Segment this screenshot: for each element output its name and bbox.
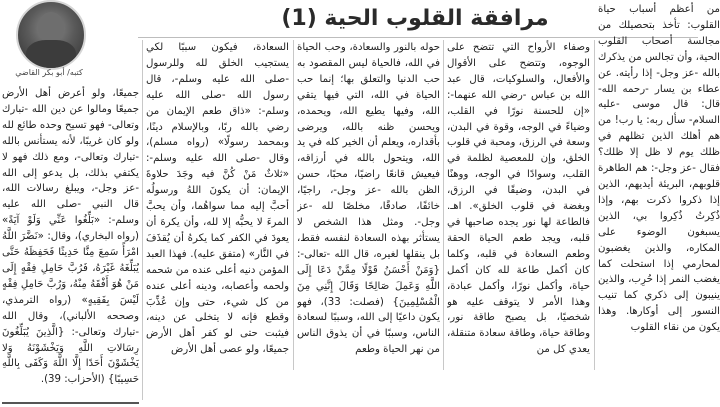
column-divider (443, 40, 444, 370)
article-end-rule (2, 402, 139, 404)
column-1 (598, 2, 720, 407)
column-3 (297, 40, 440, 370)
column-divider (142, 40, 143, 400)
column-1-text: من أعظم أسباب حياة القلوب: تأخذ بتحصيلك من مجالسة أصحاب القلوب الحية، وأن تجالس من يذكرك بالله -عز وجل- إذا رأيته. عن عطاء بن يسار -رحمه الله- قال: قال موسى -عليه السلام- سأل ربه: يا رب! من هم أهلك الذين تظلهم في ظلك يوم لا ظل إلا ظلك؟ فقال -عز وجل-: هم الطاهرة قلوبهم، البريئة أيديهم، الذين إذا ذكروا ذكرت بهم، وإذا ذُكِرتُ ذُكِروا بي، الذين يسبغون الوضوء على المكاره، والذين يغضبون لمحارمي إذا استحلت كما يغضب النمر إذا حُرِب، والذين ينيبون إلى ذكري كما تنيب النسور إلى أوكارها. وهذا يكون من نقاء القلوب (598, 4, 720, 334)
author-photo-body (26, 40, 76, 70)
column-4 (146, 40, 289, 370)
author-block (4, 0, 94, 82)
column-5 (2, 86, 139, 406)
article-headline: مرافقة القلوب الحية (1) (281, 6, 549, 31)
author-byline: كتبه/ أبو بكر القاضي (15, 68, 83, 77)
author-photo (16, 0, 86, 70)
column-divider (293, 40, 294, 370)
column-2 (447, 40, 590, 370)
column-5-text: جميعًا، ولو أعرض أهل الأرض جميعًا ومالوا عن دين الله -تبارك وتعالى- فهو تسيح وحده طائع لله ولو كان غريبًا، لأنه يستأنس بالله -تبارك وتعالى-، ومع ذلك فهو لا يكتفي بذلك، بل يدعو إلى الله -عز وجل-، ويبلغ رسالات الله، قال النبي -صلى الله عليه وسلم-: «بَلِّغُوا عَنِّي وَلَوْ آيَةً» (رواه البخاري)، وقال: «نَضَّرَ اللَّهُ امْرَأً سَمِعَ مِنَّا حَدِيثًا فَحَفِظَهُ حَتَّى يُبَلِّغَهُ غَيْرَهُ، فَرُبَّ حَامِلِ فِقْهٍ إِلَى مَنْ هُوَ أَفْقَهُ مِنْهُ، وَرُبَّ حَامِلِ فِقْهٍ لَيْسَ بِفَقِيهٍ» (رواه الترمذي، وصححه الألباني)، وقال الله -تبارك وتعالى-: {الَّذِينَ يُبَلِّغُونَ رِسَالاتِ اللَّهِ وَيَخْشَوْنَهُ وَلا يَخْشَوْنَ أَحَدًا إِلَّا اللَّهَ وَكَفَى بِاللَّهِ حَسِيبًا} (الأحزاب: 39). (2, 88, 139, 386)
column-4-text: السعادة، فيكون سببًا لكي يستجيب الخلق لله وللرسول -صلى الله عليه وسلم-، قال رسول الله -صلى الله عليه وسلم-: «ذاق طعم الإيمان من رضي بالله ربًا، وبالإسلام دينًا، وبمحمد رسولًا» (رواه مسلم)، وقال -صلى الله عليه وسلم-: «ثلاثٌ مَنْ كُنَّ فيه وجَدَ حلاوةَ الإيمان: أن يكونَ اللهُ ورسولُه أحبَّ إليه مما سواهُما، وأن يحبَّ المرءَ لا يحبُّه إلا لله، وأن يكرهَ أن يعودَ في الكفر كما يكرهُ أن يُقذَفَ في النَّار» (متفق عليه). فهذا العبد المؤمن دنيه أعلى عنده من شحمه ولحمه وأعصابه، ودينه أعلى عنده من كل شيء، حتى وإن عُذِّبَ وقطع فإنه لا يتخلى عن دينه، فيثبت حتى لو كفر أهل الأرض جميعًا، ولو عصى أهل الأرض (146, 42, 289, 356)
column-2-text: وصفاء الأرواح التي تتضح على الوجوه، وتتضح على الأقوال والأفعال، والسلوكيات، قال عبد الله بن عباس -رضي الله عنهما-: «إن للحسنة نورًا في القلب، وضياءً في الوجه، وقوة في البدن، وسعة في الرزق، ومحبة في قلوب الخلق، وإن للمعصية لظلمة في القلب، وسوادًا في الوجه، ووهنًا في البدن، وضيقًا في الرزق، وبغضة في قلوب الخلق». اهـ. فالطاعة لها نور يجده صاحبها في قلبه، ويجد طعم الحياة الحقة وطعم السعادة في قلبه، وكلما كان أكمل طاعة لله كان أكمل حياة، وأكمل نورًا، وأكمل عبادة، وهذا الأمر لا يتوقف عليه هو شخصيًا، بل يصبح طاقة نور، وطاقة حياة، وطاقة سعادة متنقلة، يعدي كل من (447, 42, 590, 356)
column-divider (594, 40, 595, 370)
column-3-text: حوله بالنور والسعادة، وحب الحياة في الله، فالحياة ليس المقصود به حب الدنيا والتعلق بها؛ إنما حب الحياة في الله، التي فيها يتقي الله، وفيها يطيع الله، ويحمده، ويحسن ظنه بالله، ويرضى بأقداره، ويعلم أن الخير كله في يد الله، ويتحول بالله في أرزاقه، فيعيش قانعًا راضيًا، محبًا، حسن الظن بالله -عز وجل-، راجيًا، خائفًا، صادقًا، مخلصًا لله -عز وجل-. ومثل هذا الشخص لا يستأثر بهذه السعادة لنفسه فقط، بل ينقلها لغيره، قال الله -تعالى-: {وَمَنْ أَحْسَنُ قَوْلًا مِمَّنْ دَعَا إِلَى اللَّهِ وَعَمِلَ صَالِحًا وَقَالَ إِنَّنِي مِنَ الْمُسْلِمِينَ} (فصلت: 33)، فهو يكون داعيًا إلى الله، وسببًا لسعادة الناس، وسببًا في أن يذوق الناس من نهر الحياة وطعم (297, 42, 440, 356)
author-photo-head (38, 12, 64, 42)
